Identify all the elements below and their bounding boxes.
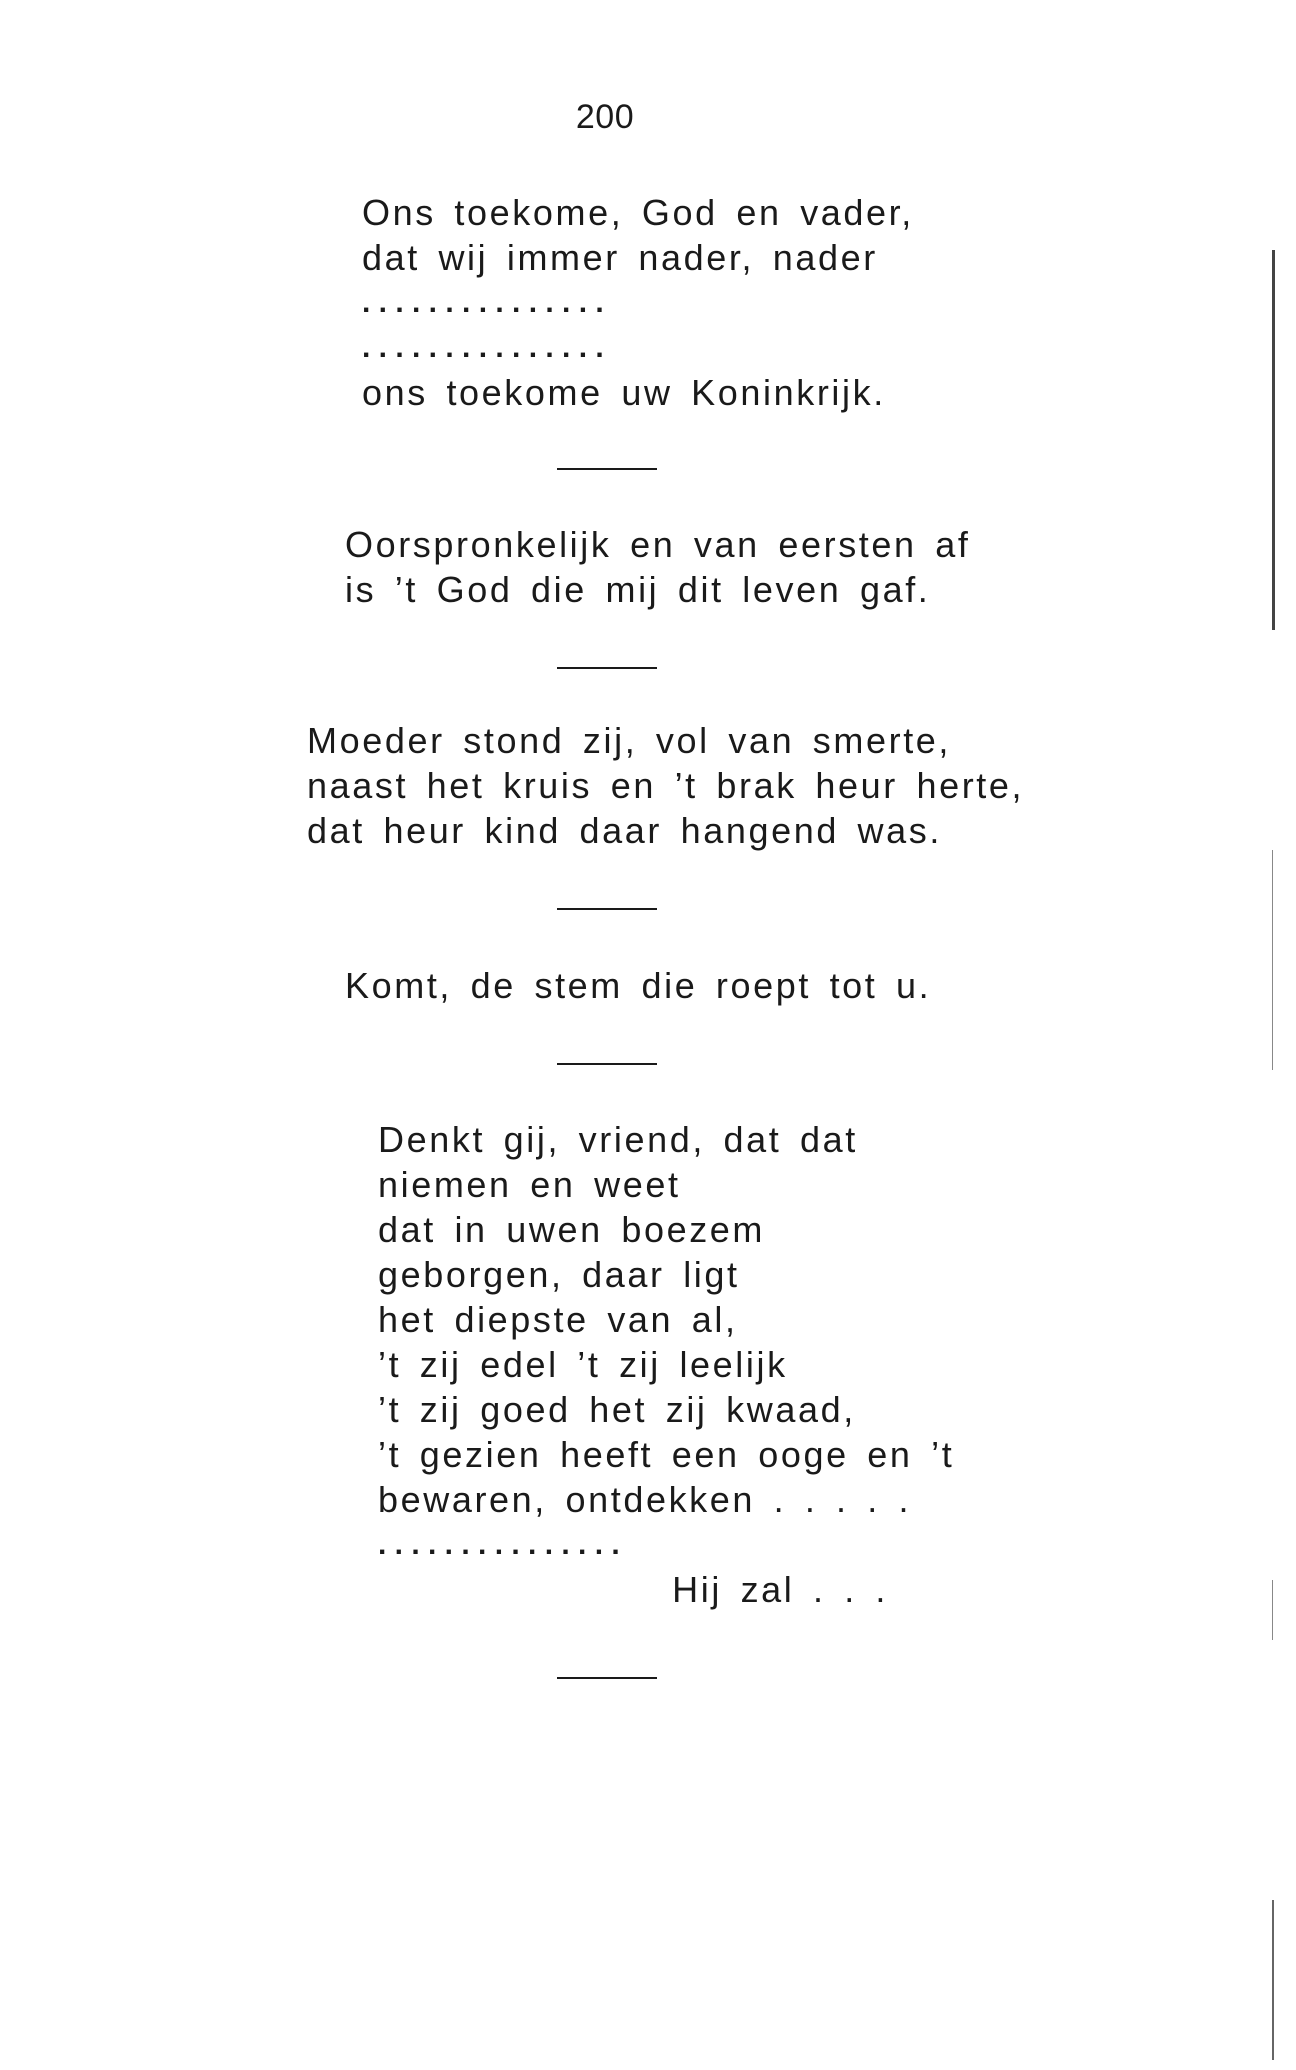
page-edge-mark: [1272, 1580, 1273, 1640]
verse-line: Moeder stond zij, vol van smerte,: [307, 720, 952, 761]
section-divider: [557, 908, 657, 910]
page-number: 200: [575, 98, 635, 136]
verse-line: ons toekome uw Koninkrijk.: [362, 372, 886, 413]
verse-line: naast het kruis en ’t brak heur herte,: [307, 765, 1025, 806]
verse-line: bewaren, ontdekken . . . . .: [378, 1479, 912, 1520]
ellipsis-line: . . . . . . . . . . . . . . .: [362, 331, 604, 364]
verse-line: ’t zij goed het zij kwaad,: [378, 1389, 856, 1430]
verse-line: Ons toekome, God en vader,: [362, 192, 914, 233]
page-edge-mark: [1272, 1900, 1274, 2060]
stanza-4: [345, 963, 931, 1008]
verse-line: ’t zij edel ’t zij leelijk: [378, 1344, 788, 1385]
verse-line: ’t gezien heeft een ooge en ’t: [378, 1434, 955, 1475]
stanza-5: [378, 1117, 955, 1612]
section-divider: [557, 1677, 657, 1679]
verse-line: dat heur kind daar hangend was.: [307, 810, 942, 851]
verse-line: is ’t God die mij dit leven gaf.: [345, 569, 931, 610]
ellipsis-line: . . . . . . . . . . . . . . .: [362, 286, 604, 319]
verse-line: dat in uwen boezem: [378, 1209, 766, 1250]
verse-line: niemen en weet: [378, 1164, 681, 1205]
verse-line: Denkt gij, vriend, dat dat: [378, 1119, 858, 1160]
verse-line: Komt, de stem die roept tot u.: [345, 965, 932, 1006]
stanza-2: [345, 522, 970, 612]
section-divider: [557, 1063, 657, 1065]
verse-line: Hij zal . . .: [672, 1569, 888, 1610]
page-edge-mark: [1272, 850, 1273, 1070]
stanza-1: [362, 190, 914, 415]
section-divider: [557, 667, 657, 669]
verse-line: het diepste van al,: [378, 1299, 738, 1340]
section-divider: [557, 468, 657, 470]
verse-line: dat wij immer nader, nader: [362, 237, 878, 278]
stanza-3: [307, 718, 1024, 853]
verse-line: geborgen, daar ligt: [378, 1254, 740, 1295]
verse-line: Oorspronkelijk en van eersten af: [345, 524, 971, 565]
ellipsis-line: . . . . . . . . . . . . . . .: [378, 1528, 620, 1561]
page-edge-mark: [1272, 250, 1275, 630]
